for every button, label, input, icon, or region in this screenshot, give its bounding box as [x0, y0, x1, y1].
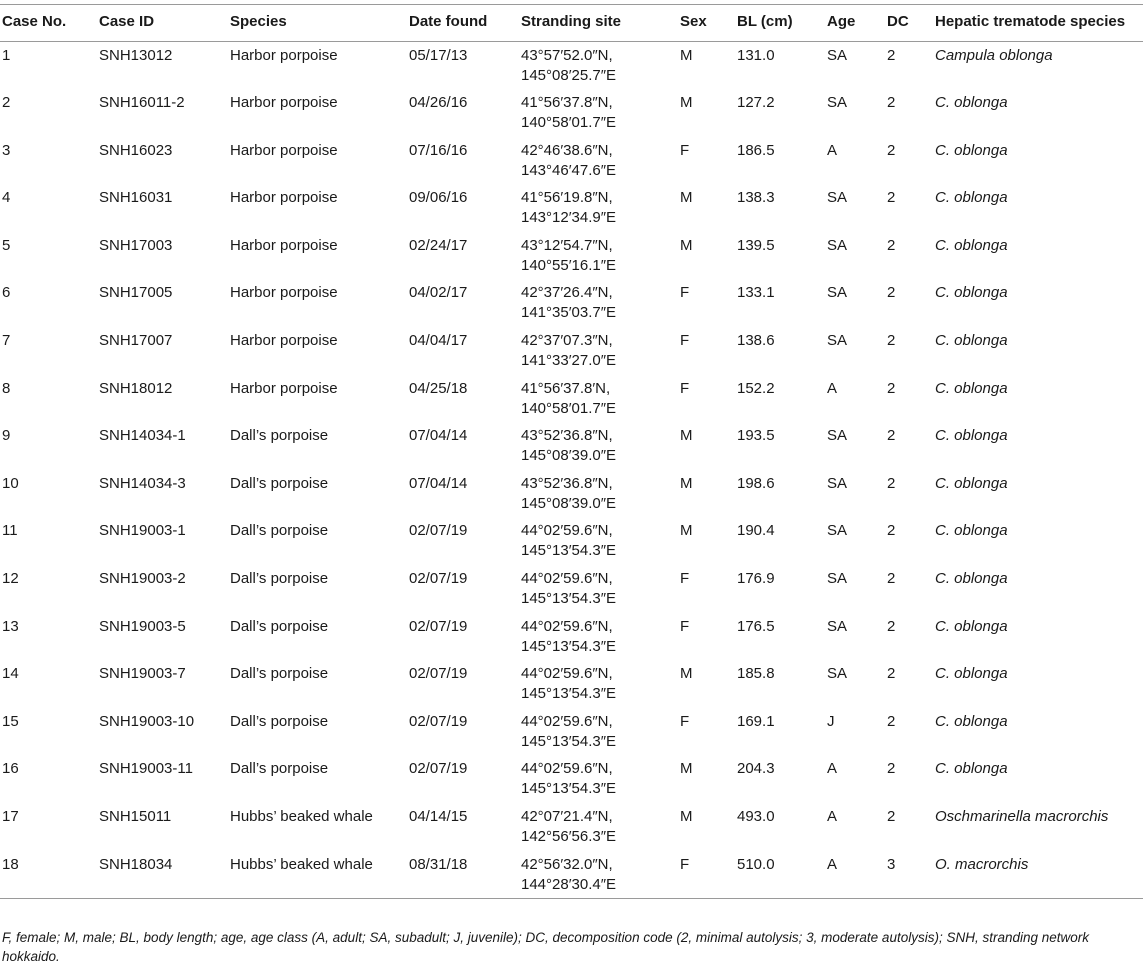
site-longitude: 145°13′54.3″E: [521, 590, 617, 608]
cell-case-no: 3: [2, 141, 11, 159]
cell-age: SA: [827, 236, 848, 254]
cell-body-length: 198.6: [737, 474, 775, 492]
cell-case-id: SNH19003-10: [99, 712, 195, 730]
site-latitude: 44°02′59.6″N,: [521, 665, 613, 683]
cell-body-length: 152.2: [737, 379, 775, 397]
site-longitude: 145°13′54.3″E: [521, 780, 617, 798]
cell-case-no: 5: [2, 236, 11, 254]
cell-case-id: SNH13012: [99, 47, 173, 64]
site-longitude: 145°08′39.0″E: [521, 447, 617, 465]
cell-date-found: 02/07/19: [409, 522, 468, 540]
site-latitude: 43°52′36.8″N,: [521, 474, 613, 492]
table-body: [0, 42, 1143, 899]
site-latitude: 42°46′38.6″N,: [521, 141, 613, 159]
cell-trematode-species: C. oblonga: [935, 427, 1008, 445]
cell-sex: M: [680, 474, 693, 492]
cell-stranding-site: [521, 184, 680, 232]
cell-body-length: 186.5: [737, 141, 775, 159]
cell-age: SA: [827, 284, 848, 302]
cell-stranding-site: [521, 89, 680, 137]
cell-case-id: SNH16011-2: [99, 94, 185, 112]
cell-trematode-species: C. oblonga: [935, 236, 1008, 254]
table-row: [0, 851, 1143, 899]
cell-dc: 2: [887, 332, 896, 350]
cell-species: Harbor porpoise: [230, 94, 338, 112]
cell-age: SA: [827, 522, 848, 540]
cell-trematode-species: C. oblonga: [935, 189, 1008, 207]
table-row: [0, 660, 1143, 708]
cell-species: Dall’s porpoise: [230, 760, 329, 778]
cell-date-found: 07/04/14: [409, 474, 468, 492]
cell-stranding-site: [521, 327, 680, 375]
cell-sex: M: [680, 189, 693, 207]
cell-case-id: SNH17005: [99, 284, 173, 302]
cell-age: A: [827, 855, 838, 873]
cell-case-id: SNH16023: [99, 141, 173, 159]
cell-sex: F: [680, 855, 690, 873]
table-row: [0, 565, 1143, 613]
cell-body-length: 138.3: [737, 189, 775, 207]
cell-sex: F: [680, 712, 690, 730]
table-row: [0, 232, 1143, 280]
cell-dc: 2: [887, 284, 896, 302]
cell-trematode-species: C. oblonga: [935, 712, 1008, 730]
cell-stranding-site: [521, 470, 680, 518]
cell-date-found: 02/07/19: [409, 617, 468, 635]
cell-stranding-site: [521, 755, 680, 803]
cell-case-no: 12: [2, 570, 19, 588]
cell-age: SA: [827, 570, 848, 588]
cell-case-id: SNH18034: [99, 855, 173, 873]
cell-age: SA: [827, 617, 848, 635]
cell-species: Dall’s porpoise: [230, 474, 329, 492]
site-latitude: 44°02′59.6″N,: [521, 570, 613, 588]
cell-age: SA: [827, 94, 848, 112]
cell-species: Harbor porpoise: [230, 332, 338, 350]
cell-body-length: 193.5: [737, 427, 775, 445]
cell-species: Harbor porpoise: [230, 236, 338, 254]
cell-stranding-site: [521, 517, 680, 565]
cell-date-found: 05/17/13: [409, 47, 468, 64]
cell-species: Harbor porpoise: [230, 284, 338, 302]
cell-dc: 2: [887, 665, 896, 683]
cell-dc: 2: [887, 808, 896, 825]
table-row: [0, 422, 1143, 470]
cell-case-no: 15: [2, 712, 19, 730]
cell-trematode-species: C. oblonga: [935, 760, 1008, 778]
cell-case-id: SNH17003: [99, 236, 173, 254]
header-age: Age: [827, 13, 856, 30]
cell-sex: F: [680, 570, 690, 588]
cell-sex: M: [680, 427, 693, 445]
site-latitude: 42°37′26.4″N,: [521, 284, 613, 302]
site-latitude: 44°02′59.6″N,: [521, 712, 613, 730]
cell-trematode-species: C. oblonga: [935, 141, 1008, 159]
site-latitude: 44°02′59.6″N,: [521, 522, 613, 540]
cell-case-no: 16: [2, 760, 19, 778]
cell-sex: M: [680, 47, 693, 64]
cell-case-no: 7: [2, 332, 11, 350]
cell-dc: 2: [887, 427, 896, 445]
cell-stranding-site: [521, 232, 680, 280]
cell-age: A: [827, 379, 838, 397]
cell-age: A: [827, 808, 838, 825]
table-row: [0, 375, 1143, 423]
cell-sex: F: [680, 332, 690, 350]
site-latitude: 42°37′07.3″N,: [521, 332, 613, 350]
site-longitude: 140°55′16.1″E: [521, 256, 617, 274]
cell-sex: F: [680, 379, 690, 397]
cell-age: SA: [827, 332, 848, 350]
cell-stranding-site: [521, 375, 680, 423]
table-row: [0, 517, 1143, 565]
table-row: [0, 42, 1143, 90]
table-row: [0, 613, 1143, 661]
header-date-found: Date found: [409, 13, 488, 30]
cell-case-id: SNH15011: [99, 808, 172, 825]
cell-dc: 2: [887, 189, 896, 207]
cell-dc: 2: [887, 570, 896, 588]
cell-case-no: 13: [2, 617, 19, 635]
cell-dc: 2: [887, 712, 896, 730]
table-footnote: F, female; M, male; BL, body length; age, age class (A, adult; SA, subadult; J, juvenile); DC, decomposition code (2, minimal autolysis; 3, moderate autolysis); SNH, stranding network hokkaido.: [2, 930, 1090, 964]
cell-species: Harbor porpoise: [230, 141, 338, 159]
site-longitude: 145°13′54.3″E: [521, 542, 617, 560]
site-latitude: 43°57′52.0″N,: [521, 47, 613, 64]
table-row: [0, 803, 1143, 851]
cell-species: Dall’s porpoise: [230, 522, 329, 540]
cell-species: Harbor porpoise: [230, 47, 338, 64]
table-row: [0, 89, 1143, 137]
cell-date-found: 07/16/16: [409, 141, 468, 159]
cell-body-length: 176.5: [737, 617, 775, 635]
cell-trematode-species: C. oblonga: [935, 617, 1008, 635]
cell-dc: 2: [887, 617, 896, 635]
cell-case-no: 10: [2, 474, 19, 492]
cell-stranding-site: [521, 137, 680, 185]
site-latitude: 43°12′54.7″N,: [521, 236, 613, 254]
cell-case-id: SNH19003-7: [99, 665, 186, 683]
cell-case-id: SNH16031: [99, 189, 173, 207]
cell-species: Harbor porpoise: [230, 379, 338, 397]
cell-dc: 2: [887, 47, 896, 64]
cell-trematode-species: C. oblonga: [935, 379, 1008, 397]
cell-body-length: 138.6: [737, 332, 775, 350]
cell-body-length: 127.2: [737, 94, 775, 112]
cell-date-found: 02/24/17: [409, 236, 468, 254]
cell-trematode-species: Oschmarinella macrorchis: [935, 808, 1109, 825]
cell-stranding-site: [521, 708, 680, 756]
site-latitude: 44°02′59.6″N,: [521, 617, 613, 635]
site-longitude: 145°08′25.7″E: [521, 67, 617, 84]
site-longitude: 140°58′01.7″E: [521, 114, 617, 132]
cell-sex: M: [680, 808, 693, 825]
table-row: [0, 279, 1143, 327]
cell-sex: M: [680, 665, 693, 683]
cell-stranding-site: [521, 851, 680, 899]
site-latitude: 42°07′21.4″N,: [521, 808, 613, 825]
cell-body-length: 190.4: [737, 522, 775, 540]
cell-trematode-species: C. oblonga: [935, 665, 1008, 683]
table-row: [0, 137, 1143, 185]
cell-date-found: 02/07/19: [409, 570, 468, 588]
cell-age: A: [827, 760, 838, 778]
cell-sex: M: [680, 760, 693, 778]
cell-species: Dall’s porpoise: [230, 570, 329, 588]
cell-body-length: 139.5: [737, 236, 775, 254]
cell-age: SA: [827, 665, 848, 683]
site-latitude: 41°56′37.8″N,: [521, 94, 613, 112]
cell-stranding-site: [521, 660, 680, 708]
cell-age: A: [827, 141, 838, 159]
site-longitude: 141°33′27.0″E: [521, 352, 617, 370]
site-longitude: 140°58′01.7″E: [521, 399, 617, 417]
cell-case-no: 14: [2, 665, 19, 683]
cell-date-found: 04/26/16: [409, 94, 468, 112]
cell-trematode-species: C. oblonga: [935, 332, 1008, 350]
cell-trematode-species: O. macrorchis: [935, 855, 1029, 873]
cell-trematode-species: C. oblonga: [935, 474, 1008, 492]
site-longitude: 144°28′30.4″E: [521, 875, 617, 893]
cell-stranding-site: [521, 613, 680, 661]
cell-body-length: 493.0: [737, 808, 775, 825]
cell-case-id: SNH19003-11: [99, 760, 193, 778]
table-row: [0, 327, 1143, 375]
cell-body-length: 185.8: [737, 665, 775, 683]
site-longitude: 143°46′47.6″E: [521, 161, 617, 179]
cell-dc: 2: [887, 94, 896, 112]
cell-species: Dall’s porpoise: [230, 427, 329, 445]
cell-species: Dall’s porpoise: [230, 712, 329, 730]
cell-sex: M: [680, 236, 693, 254]
cell-body-length: 133.1: [737, 284, 775, 302]
cell-date-found: 02/07/19: [409, 760, 468, 778]
header-body-length: BL (cm): [737, 13, 793, 30]
cell-sex: M: [680, 522, 693, 540]
site-longitude: 145°13′54.3″E: [521, 685, 617, 703]
cell-date-found: 04/04/17: [409, 332, 468, 350]
cell-date-found: 02/07/19: [409, 712, 468, 730]
cell-species: Hubbs’ beaked whale: [230, 855, 373, 873]
cell-case-no: 11: [2, 522, 18, 540]
header-trematode-species: Hepatic trematode species: [935, 13, 1126, 30]
cell-species: Dall’s porpoise: [230, 617, 329, 635]
cell-sex: F: [680, 141, 690, 159]
cell-date-found: 04/14/15: [409, 808, 468, 825]
cell-dc: 2: [887, 760, 896, 778]
table-header: [0, 5, 1143, 42]
cell-sex: F: [680, 617, 690, 635]
site-latitude: 44°02′59.6″N,: [521, 760, 613, 778]
site-longitude: 145°13′54.3″E: [521, 732, 617, 750]
cell-case-id: SNH14034-1: [99, 427, 186, 445]
cell-trematode-species: C. oblonga: [935, 570, 1008, 588]
cell-species: Dall’s porpoise: [230, 665, 329, 683]
cell-dc: 2: [887, 474, 896, 492]
cell-stranding-site: [521, 565, 680, 613]
cell-body-length: 510.0: [737, 855, 775, 873]
cell-case-id: SNH14034-3: [99, 474, 186, 492]
cell-case-no: 1: [2, 47, 11, 64]
cell-case-no: 4: [2, 189, 11, 207]
cell-age: J: [827, 712, 835, 730]
site-latitude: 43°52′36.8″N,: [521, 427, 613, 445]
cell-case-no: 8: [2, 379, 11, 397]
cell-case-no: 9: [2, 427, 11, 445]
table-row: [0, 184, 1143, 232]
cell-stranding-site: [521, 279, 680, 327]
table-row: [0, 470, 1143, 518]
cell-age: SA: [827, 427, 848, 445]
cell-case-no: 6: [2, 284, 11, 302]
cell-body-length: 176.9: [737, 570, 775, 588]
header-species: Species: [230, 13, 287, 30]
cell-case-id: SNH19003-2: [99, 570, 186, 588]
cell-sex: F: [680, 284, 690, 302]
cell-dc: 2: [887, 522, 896, 540]
site-longitude: 143°12′34.9″E: [521, 209, 617, 227]
header-dc: DC: [887, 13, 909, 30]
cell-trematode-species: C. oblonga: [935, 284, 1008, 302]
site-longitude: 142°56′56.3″E: [521, 828, 617, 845]
cell-case-id: SNH17007: [99, 332, 173, 350]
cell-body-length: 204.3: [737, 760, 775, 778]
cell-stranding-site: [521, 803, 680, 851]
header-sex: Sex: [680, 13, 707, 30]
cell-body-length: 169.1: [737, 712, 775, 730]
cell-case-no: 2: [2, 94, 11, 112]
cell-dc: 2: [887, 141, 896, 159]
cell-trematode-species: Campula oblonga: [935, 47, 1053, 64]
site-longitude: 145°08′39.0″E: [521, 494, 617, 512]
cell-dc: 2: [887, 379, 896, 397]
cell-species: Hubbs’ beaked whale: [230, 808, 373, 825]
cell-stranding-site: [521, 422, 680, 470]
cell-case-no: 18: [2, 855, 19, 873]
cell-case-id: SNH19003-5: [99, 617, 186, 635]
cell-trematode-species: C. oblonga: [935, 522, 1008, 540]
cell-age: SA: [827, 474, 848, 492]
site-latitude: 41°56′19.8″N,: [521, 189, 613, 207]
cell-date-found: 04/25/18: [409, 379, 468, 397]
cell-dc: 3: [887, 855, 896, 873]
cell-case-id: SNH18012: [99, 379, 173, 397]
site-longitude: 145°13′54.3″E: [521, 637, 617, 655]
cell-age: SA: [827, 47, 848, 64]
cell-date-found: 08/31/18: [409, 855, 468, 873]
cell-date-found: 02/07/19: [409, 665, 468, 683]
cell-age: SA: [827, 189, 848, 207]
cell-species: Harbor porpoise: [230, 189, 338, 207]
header-stranding-site: Stranding site: [521, 13, 622, 30]
header-case-no: Case No.: [2, 13, 67, 30]
cell-date-found: 04/02/17: [409, 284, 468, 302]
cell-body-length: 131.0: [737, 47, 775, 64]
header-case-id: Case ID: [99, 13, 155, 30]
cell-trematode-species: C. oblonga: [935, 94, 1008, 112]
cell-date-found: 07/04/14: [409, 427, 468, 445]
site-latitude: 42°56′32.0″N,: [521, 855, 613, 873]
table-row: [0, 755, 1143, 803]
site-latitude: 41°56′37.8′N,: [521, 379, 611, 397]
cell-dc: 2: [887, 236, 896, 254]
cell-sex: M: [680, 94, 693, 112]
cell-case-no: 17: [2, 808, 19, 825]
header-row: [0, 5, 1143, 42]
cell-date-found: 09/06/16: [409, 189, 468, 207]
data-table: [0, 4, 1143, 899]
cell-stranding-site: [521, 42, 680, 90]
cell-case-id: SNH19003-1: [99, 522, 186, 540]
table-row: [0, 708, 1143, 756]
site-longitude: 141°35′03.7″E: [521, 304, 617, 322]
